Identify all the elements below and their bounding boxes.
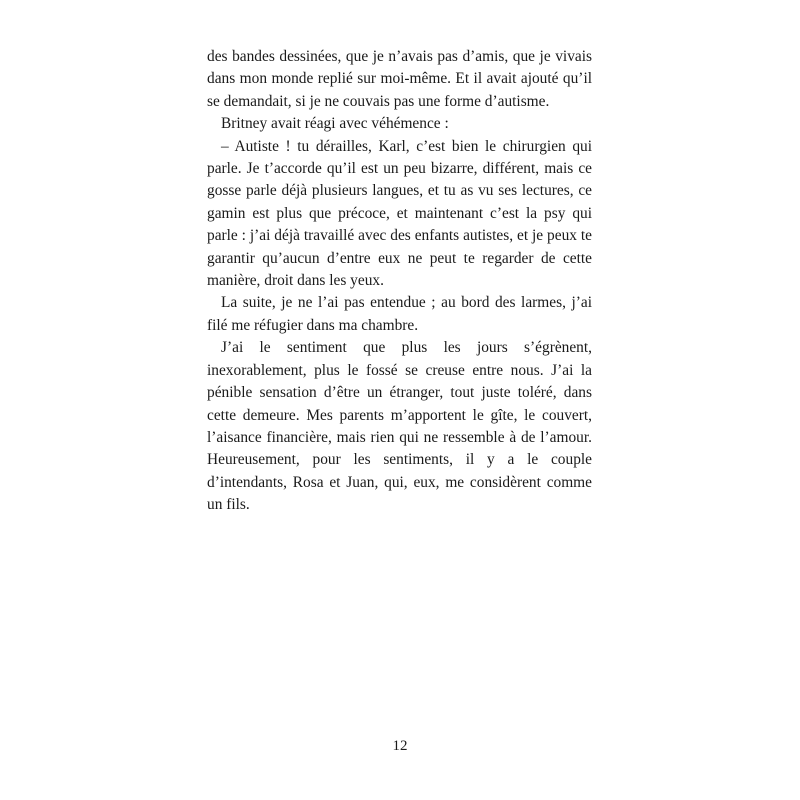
paragraph-escape: La suite, je ne l’ai pas entendue ; au bord des larmes, j’ai filé me réfugier dans ma chambre.	[207, 294, 592, 334]
page-number: 12	[392, 738, 408, 754]
paragraph-feelings: J’ai le sentiment que plus les jours s’égrènent, inexorablement, plus le fossé se creuse entre nous. J’ai la pénible sensation d’être un étranger, tout juste toléré, dans cette demeure. Mes parents m’apportent le gîte, le couvert, l’aisance financière, mais rien qui ne ressemble à de l’amour. Heureusement, pour les sentiments, il y a le couple d’intendants, Rosa et Juan, qui, eux, me considèrent comme un fils.	[207, 339, 592, 514]
paragraph-continuation: des bandes dessinées, que je n’avais pas d’amis, que je vivais dans mon monde replié sur moi-même. Et il avait ajouté qu’il se demandait, si je ne couvais pas une forme d’autisme.	[207, 48, 592, 110]
paragraph-dialogue: – Autiste ! tu dérailles, Karl, c’est bien le chirurgien qui parle. Je t’accorde qu’il est un peu bizarre, différent, mais ce gosse parle déjà plusieurs langues, et tu as vu ses lectures, ce gamin est plus que précoce, et maintenant c’est la psy qui parle : j’ai déjà travaillé avec des enfants autistes, et je peux te garantir qu’aucun d’entre eux ne peut te regarder de cette manière, droit dans les yeux.	[207, 137, 592, 290]
paragraph-britney-reaction: Britney avait réagi avec véhémence :	[221, 115, 449, 133]
body-text	[207, 46, 592, 517]
